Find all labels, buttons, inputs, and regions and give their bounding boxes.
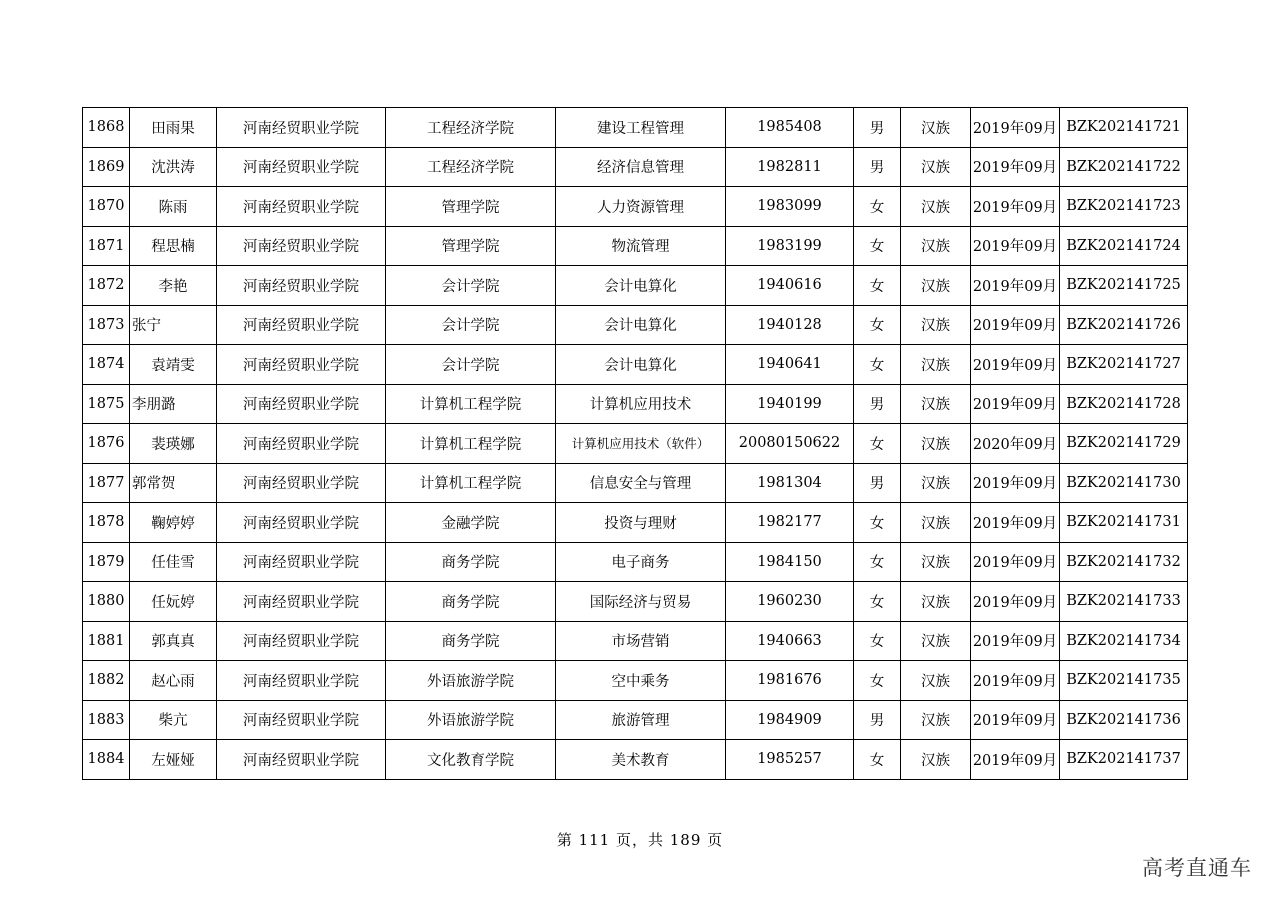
cell-number: 1879 xyxy=(83,542,130,582)
cell-certificate-code: BZK202141734 xyxy=(1060,621,1188,661)
cell-school: 河南经贸职业学院 xyxy=(217,108,386,148)
cell-ethnicity: 汉族 xyxy=(901,266,971,306)
cell-major: 美术教育 xyxy=(556,740,726,780)
cell-enroll-date: 2019年09月 xyxy=(971,266,1060,306)
cell-number: 1870 xyxy=(83,187,130,227)
cell-major: 计算机应用技术（软件） xyxy=(556,424,726,464)
cell-college: 文化教育学院 xyxy=(386,740,556,780)
cell-gender: 女 xyxy=(854,226,901,266)
cell-school: 河南经贸职业学院 xyxy=(217,463,386,503)
cell-major: 物流管理 xyxy=(556,226,726,266)
cell-number: 1883 xyxy=(83,700,130,740)
cell-name: 张宁 xyxy=(130,305,217,345)
cell-ethnicity: 汉族 xyxy=(901,621,971,661)
cell-name: 田雨果 xyxy=(130,108,217,148)
cell-certificate-code: BZK202141733 xyxy=(1060,582,1188,622)
cell-student-id: 1985408 xyxy=(726,108,854,148)
cell-gender: 女 xyxy=(854,621,901,661)
cell-school: 河南经贸职业学院 xyxy=(217,187,386,227)
cell-school: 河南经贸职业学院 xyxy=(217,700,386,740)
cell-gender: 女 xyxy=(854,661,901,701)
cell-certificate-code: BZK202141730 xyxy=(1060,463,1188,503)
cell-enroll-date: 2019年09月 xyxy=(971,582,1060,622)
cell-college: 计算机工程学院 xyxy=(386,384,556,424)
cell-major: 人力资源管理 xyxy=(556,187,726,227)
cell-school: 河南经贸职业学院 xyxy=(217,621,386,661)
table-row xyxy=(83,226,1188,266)
cell-enroll-date: 2019年09月 xyxy=(971,700,1060,740)
cell-certificate-code: BZK202141722 xyxy=(1060,147,1188,187)
cell-college: 金融学院 xyxy=(386,503,556,543)
cell-enroll-date: 2019年09月 xyxy=(971,740,1060,780)
cell-enroll-date: 2019年09月 xyxy=(971,108,1060,148)
cell-major: 投资与理财 xyxy=(556,503,726,543)
cell-number: 1874 xyxy=(83,345,130,385)
cell-college: 商务学院 xyxy=(386,582,556,622)
cell-enroll-date: 2019年09月 xyxy=(971,542,1060,582)
cell-college: 计算机工程学院 xyxy=(386,424,556,464)
cell-student-id: 1984150 xyxy=(726,542,854,582)
table-row xyxy=(83,700,1188,740)
cell-enroll-date: 2019年09月 xyxy=(971,345,1060,385)
cell-ethnicity: 汉族 xyxy=(901,345,971,385)
cell-school: 河南经贸职业学院 xyxy=(217,305,386,345)
cell-ethnicity: 汉族 xyxy=(901,582,971,622)
cell-certificate-code: BZK202141737 xyxy=(1060,740,1188,780)
cell-student-id: 20080150622 xyxy=(726,424,854,464)
cell-name: 袁靖雯 xyxy=(130,345,217,385)
cell-gender: 男 xyxy=(854,700,901,740)
cell-enroll-date: 2019年09月 xyxy=(971,147,1060,187)
cell-name: 左娅娅 xyxy=(130,740,217,780)
cell-enroll-date: 2019年09月 xyxy=(971,621,1060,661)
cell-major: 会计电算化 xyxy=(556,305,726,345)
cell-certificate-code: BZK202141729 xyxy=(1060,424,1188,464)
cell-student-id: 1940199 xyxy=(726,384,854,424)
cell-college: 商务学院 xyxy=(386,621,556,661)
cell-certificate-code: BZK202141726 xyxy=(1060,305,1188,345)
cell-student-id: 1940641 xyxy=(726,345,854,385)
page-number: 第 111 页，共 189 页 xyxy=(556,831,724,849)
cell-student-id: 1983099 xyxy=(726,187,854,227)
cell-major: 国际经济与贸易 xyxy=(556,582,726,622)
cell-gender: 女 xyxy=(854,266,901,306)
cell-ethnicity: 汉族 xyxy=(901,463,971,503)
cell-gender: 男 xyxy=(854,384,901,424)
table-row xyxy=(83,542,1188,582)
cell-student-id: 1984909 xyxy=(726,700,854,740)
cell-number: 1882 xyxy=(83,661,130,701)
cell-gender: 女 xyxy=(854,187,901,227)
cell-number: 1869 xyxy=(83,147,130,187)
cell-certificate-code: BZK202141735 xyxy=(1060,661,1188,701)
cell-school: 河南经贸职业学院 xyxy=(217,740,386,780)
cell-name: 陈雨 xyxy=(130,187,217,227)
cell-number: 1877 xyxy=(83,463,130,503)
cell-enroll-date: 2019年09月 xyxy=(971,463,1060,503)
cell-gender: 男 xyxy=(854,108,901,148)
cell-ethnicity: 汉族 xyxy=(901,424,971,464)
cell-name: 任佳雪 xyxy=(130,542,217,582)
cell-certificate-code: BZK202141732 xyxy=(1060,542,1188,582)
table-row xyxy=(83,147,1188,187)
cell-college: 管理学院 xyxy=(386,226,556,266)
cell-name: 郭常贺 xyxy=(130,463,217,503)
cell-gender: 女 xyxy=(854,582,901,622)
table-row xyxy=(83,345,1188,385)
table-body xyxy=(83,108,1188,780)
cell-major: 计算机应用技术 xyxy=(556,384,726,424)
cell-school: 河南经贸职业学院 xyxy=(217,345,386,385)
cell-major: 信息安全与管理 xyxy=(556,463,726,503)
cell-major: 旅游管理 xyxy=(556,700,726,740)
cell-number: 1875 xyxy=(83,384,130,424)
cell-certificate-code: BZK202141723 xyxy=(1060,187,1188,227)
cell-name: 程思楠 xyxy=(130,226,217,266)
cell-name: 沈洪涛 xyxy=(130,147,217,187)
cell-enroll-date: 2020年09月 xyxy=(971,424,1060,464)
cell-gender: 女 xyxy=(854,542,901,582)
cell-school: 河南经贸职业学院 xyxy=(217,147,386,187)
cell-ethnicity: 汉族 xyxy=(901,187,971,227)
cell-number: 1878 xyxy=(83,503,130,543)
cell-school: 河南经贸职业学院 xyxy=(217,226,386,266)
cell-certificate-code: BZK202141725 xyxy=(1060,266,1188,306)
cell-number: 1876 xyxy=(83,424,130,464)
cell-number: 1871 xyxy=(83,226,130,266)
cell-school: 河南经贸职业学院 xyxy=(217,424,386,464)
cell-major: 空中乘务 xyxy=(556,661,726,701)
cell-name: 郭真真 xyxy=(130,621,217,661)
cell-school: 河南经贸职业学院 xyxy=(217,384,386,424)
cell-college: 会计学院 xyxy=(386,305,556,345)
table-row xyxy=(83,108,1188,148)
cell-college: 外语旅游学院 xyxy=(386,661,556,701)
cell-college: 会计学院 xyxy=(386,266,556,306)
table-row xyxy=(83,187,1188,227)
cell-certificate-code: BZK202141724 xyxy=(1060,226,1188,266)
cell-name: 裴瑛娜 xyxy=(130,424,217,464)
cell-gender: 女 xyxy=(854,345,901,385)
cell-college: 管理学院 xyxy=(386,187,556,227)
cell-name: 鞠婷婷 xyxy=(130,503,217,543)
table-row xyxy=(83,463,1188,503)
cell-enroll-date: 2019年09月 xyxy=(971,661,1060,701)
cell-certificate-code: BZK202141731 xyxy=(1060,503,1188,543)
cell-gender: 女 xyxy=(854,424,901,464)
cell-ethnicity: 汉族 xyxy=(901,661,971,701)
cell-major: 电子商务 xyxy=(556,542,726,582)
cell-number: 1881 xyxy=(83,621,130,661)
cell-ethnicity: 汉族 xyxy=(901,740,971,780)
cell-ethnicity: 汉族 xyxy=(901,108,971,148)
cell-certificate-code: BZK202141736 xyxy=(1060,700,1188,740)
cell-college: 会计学院 xyxy=(386,345,556,385)
cell-college: 计算机工程学院 xyxy=(386,463,556,503)
cell-certificate-code: BZK202141728 xyxy=(1060,384,1188,424)
cell-student-id: 1985257 xyxy=(726,740,854,780)
cell-name: 赵心雨 xyxy=(130,661,217,701)
cell-gender: 女 xyxy=(854,305,901,345)
cell-school: 河南经贸职业学院 xyxy=(217,266,386,306)
cell-name: 李朋潞 xyxy=(130,384,217,424)
cell-student-id: 1960230 xyxy=(726,582,854,622)
cell-ethnicity: 汉族 xyxy=(901,226,971,266)
cell-name: 任妧婷 xyxy=(130,582,217,622)
cell-number: 1872 xyxy=(83,266,130,306)
cell-number: 1868 xyxy=(83,108,130,148)
cell-student-id: 1983199 xyxy=(726,226,854,266)
cell-school: 河南经贸职业学院 xyxy=(217,503,386,543)
cell-gender: 男 xyxy=(854,147,901,187)
cell-major: 会计电算化 xyxy=(556,266,726,306)
table-row xyxy=(83,661,1188,701)
cell-ethnicity: 汉族 xyxy=(901,503,971,543)
cell-ethnicity: 汉族 xyxy=(901,700,971,740)
table-row xyxy=(83,740,1188,780)
cell-student-id: 1940663 xyxy=(726,621,854,661)
table-row xyxy=(83,266,1188,306)
cell-number: 1884 xyxy=(83,740,130,780)
cell-name: 柴亢 xyxy=(130,700,217,740)
cell-college: 外语旅游学院 xyxy=(386,700,556,740)
cell-major: 建设工程管理 xyxy=(556,108,726,148)
table-row xyxy=(83,384,1188,424)
cell-college: 工程经济学院 xyxy=(386,147,556,187)
cell-college: 商务学院 xyxy=(386,542,556,582)
cell-school: 河南经贸职业学院 xyxy=(217,582,386,622)
cell-ethnicity: 汉族 xyxy=(901,542,971,582)
cell-college: 工程经济学院 xyxy=(386,108,556,148)
cell-ethnicity: 汉族 xyxy=(901,305,971,345)
cell-enroll-date: 2019年09月 xyxy=(971,187,1060,227)
watermark-logo: 高考直通车 xyxy=(1142,856,1252,880)
table-row xyxy=(83,305,1188,345)
cell-number: 1880 xyxy=(83,582,130,622)
cell-gender: 男 xyxy=(854,463,901,503)
table-row xyxy=(83,503,1188,543)
cell-gender: 女 xyxy=(854,503,901,543)
cell-ethnicity: 汉族 xyxy=(901,384,971,424)
cell-student-id: 1982177 xyxy=(726,503,854,543)
cell-enroll-date: 2019年09月 xyxy=(971,503,1060,543)
cell-major: 市场营销 xyxy=(556,621,726,661)
cell-enroll-date: 2019年09月 xyxy=(971,384,1060,424)
student-table xyxy=(82,107,1188,780)
cell-enroll-date: 2019年09月 xyxy=(971,305,1060,345)
cell-name: 李艳 xyxy=(130,266,217,306)
cell-certificate-code: BZK202141721 xyxy=(1060,108,1188,148)
table-row xyxy=(83,582,1188,622)
cell-ethnicity: 汉族 xyxy=(901,147,971,187)
cell-certificate-code: BZK202141727 xyxy=(1060,345,1188,385)
cell-school: 河南经贸职业学院 xyxy=(217,661,386,701)
cell-gender: 女 xyxy=(854,740,901,780)
cell-student-id: 1981304 xyxy=(726,463,854,503)
cell-number: 1873 xyxy=(83,305,130,345)
cell-school: 河南经贸职业学院 xyxy=(217,542,386,582)
table-row xyxy=(83,424,1188,464)
cell-student-id: 1940128 xyxy=(726,305,854,345)
cell-student-id: 1982811 xyxy=(726,147,854,187)
cell-enroll-date: 2019年09月 xyxy=(971,226,1060,266)
cell-student-id: 1940616 xyxy=(726,266,854,306)
table-row xyxy=(83,621,1188,661)
cell-student-id: 1981676 xyxy=(726,661,854,701)
cell-major: 经济信息管理 xyxy=(556,147,726,187)
cell-major: 会计电算化 xyxy=(556,345,726,385)
